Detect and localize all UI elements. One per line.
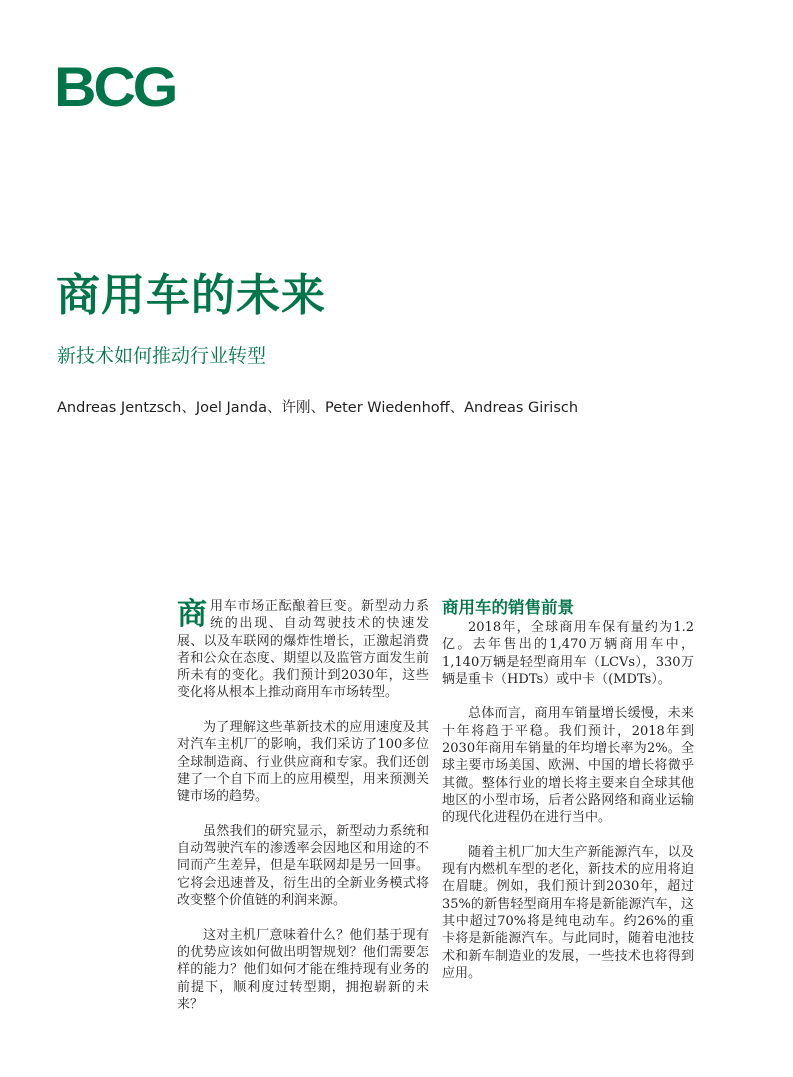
paragraph-text: 用车市场正酝酿着巨变。新型动力系统的出现、自动驾驶技术的快速发展、以及车联网的爆炸性增长，正激起消费者和公众在态度、期望以及监管方面发生前所未有的变化。我们预计到2030年，这些变化将从根本上推动商用车市场转型。 (177, 599, 429, 701)
paragraph: 2018年，全球商用车保有量约为1.2亿。去年售出的1,470万辆商用车中，1,140万辆是轻型商用车（LCVs），330万辆是重卡（HDTs）或中卡（(MDTs）。 (442, 620, 694, 687)
section-heading: 商用车的销售前景 (442, 598, 574, 617)
paragraph: 为了理解这些革新技术的应用速度及其对汽车主机厂的影响，我们采访了100多位全球制造商、行业供应商和专家。我们还创建了一个自下而上的应用模型，用来预测关键市场的趋势。 (177, 720, 429, 805)
left-column (177, 598, 429, 1030)
right-column (442, 598, 694, 1000)
paragraph: 总体而言，商用车销量增长缓慢，未来十年将趋于平稳。我们预计，2018年到2030年商用车销量的年均增长率为2%。全球主要市场美国、欧洲、中国的增长将微乎其微。整体行业的增长将主要来自全球其他地区的小型市场，后者公路网络和商业运输的现代化进程仍在进行当中。 (442, 706, 694, 826)
paragraph: 虽然我们的研究显示，新型动力系统和自动驾驶汽车的渗透率会因地区和用途的不同而产生差异，但是车联网却是另一回事。它将会迅速普及，衍生出的全新业务模式将改变整个价值链的利润来源。 (177, 823, 429, 909)
bcg-logo: BCG (54, 55, 176, 118)
drop-cap: 商 (177, 597, 207, 632)
intro-paragraph (177, 598, 429, 702)
page-title: 商用车的未来 (56, 270, 326, 321)
page-subtitle: 新技术如何推动行业转型 (57, 345, 267, 367)
authors: Andreas Jentzsch、Joel Janda、许刚、Peter Wiedenhoff、Andreas Girisch (57, 400, 579, 416)
paragraph: 这对主机厂意味着什么？他们基于现有的优势应该如何做出明智规划？他们需要怎样的能力？他们如何才能在维持现有业务的前提下，顺利度过转型期，拥抱崭新的未来？ (177, 927, 429, 1012)
paragraph: 随着主机厂加大生产新能源汽车，以及现有内燃机车型的老化，新技术的应用将迫在眉睫。例如，我们预计到2030年，超过35%的新售轻型商用车将是新能源汽车，这其中超过70%将是纯电动车。约26%的重卡将是新能源汽车。与此同时，随着电池技术和新车制造业的发展，一些技术也将得到应用。 (442, 844, 694, 981)
